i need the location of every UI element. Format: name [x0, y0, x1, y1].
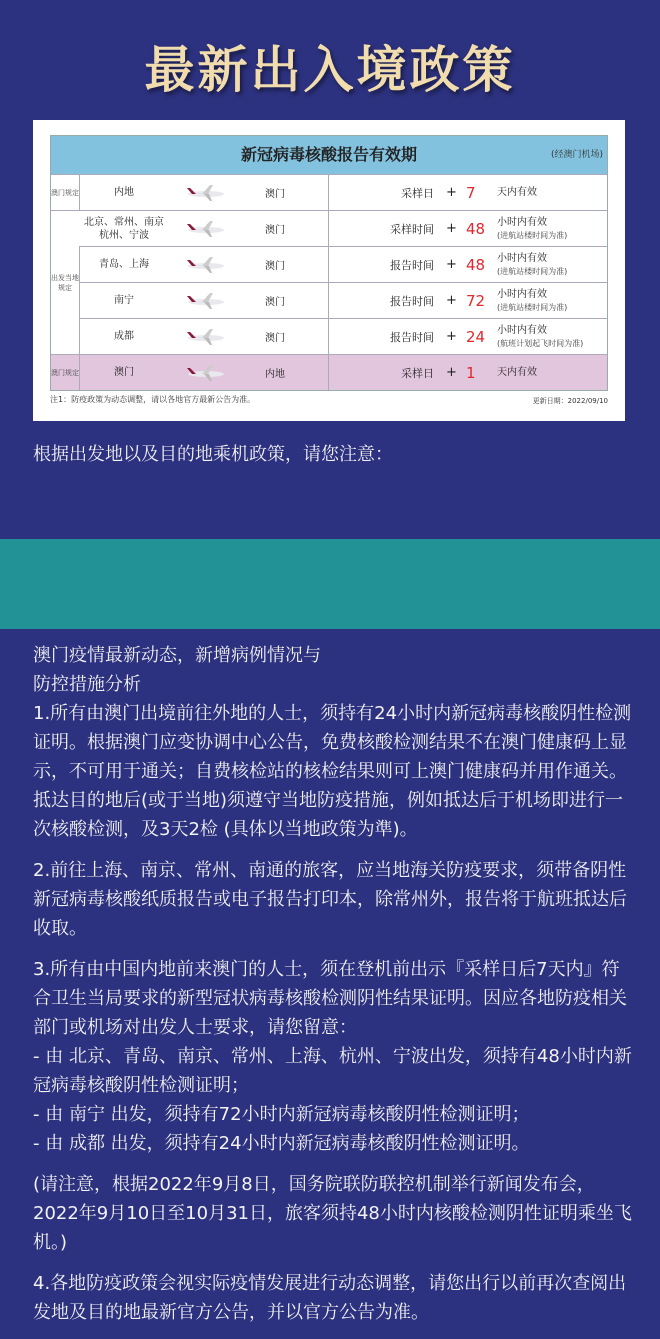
p3-item: - 由 南宁 出发，须持有72小时内新冠病毒核酸阴性检测证明； [33, 1104, 530, 1125]
validity-unit: 小时内有效 [497, 216, 547, 228]
route-cell [80, 355, 329, 390]
origin: 澳门 [114, 367, 134, 378]
plane-icon [184, 184, 226, 202]
validity-basis: (进航站楼时间为准) [497, 230, 568, 240]
table-row [51, 174, 607, 210]
basis-label: 报告时间 [390, 330, 434, 344]
origin: 内地 [114, 187, 134, 198]
plus-sign: + [446, 365, 457, 380]
table-note: 注1：防疫政策为动态调整，请以各地官方最新公告为准。 [50, 395, 256, 404]
plane-icon [184, 292, 226, 310]
table-row [51, 354, 607, 390]
update-date: 更新日期：2022/09/10 [532, 397, 608, 405]
p3-item: - 由 北京、青岛、南京、常州、上海、杭州、宁波出发，须持有48小时内新冠病毒核酸阴性检测证明； [33, 1046, 632, 1096]
route-cell [80, 211, 329, 246]
table-heading [51, 136, 607, 174]
origin: 南宁 [114, 295, 134, 306]
validity-basis: (进航站楼时间为准) [497, 266, 568, 276]
paragraph-4: 4.各地防疫政策会视实际疫情发展进行动态调整，请您出行以前再次查阅出发地及目的地最新官方公告，并以官方公告为准。 [33, 1273, 627, 1323]
paragraph-note: (请注意，根据2022年9月8日，国务院联防联控机制举行新闻发布会，2022年9月10日至10月31日，旅客须持48小时内核酸检测阴性证明乘坐飞机。) [33, 1174, 632, 1253]
intro: 根据出发地以及目的地乘机政策，请您注意： [33, 444, 393, 465]
plane-icon [184, 328, 226, 346]
destination: 澳门 [265, 261, 285, 272]
validity-number: 48 [466, 255, 486, 274]
table-row [51, 246, 607, 282]
origin: 成都 [114, 331, 134, 342]
paragraph-1: 1.所有由澳门出境前往外地的人士，须持有24小时内新冠病毒核酸阴性检测证明。根据澳门应变协调中心公告，免费核酸检测结果不在澳门健康码上显示，不可用于通关；自费核检站的核检结果则可上澳门健康码并用作通关。抵达目的地后(或于当地)须遵守当地防疫措施，例如抵达后于机场即进行一次核酸检测，及3天2检 (具体以当地政策为準)。 [33, 703, 632, 840]
table-row [51, 318, 607, 354]
validity-number: 48 [466, 219, 486, 238]
paragraph-2: 2.前往上海、南京、常州、南通的旅客，应当地海关防疫要求，须带备阴性新冠病毒核酸纸质报告或电子报告打印本，除常州外，报告将于航班抵达后收取。 [33, 860, 627, 939]
validity-number: 72 [466, 291, 486, 310]
validity-number: 24 [466, 327, 486, 346]
table-source: (经澳门机场) [550, 150, 603, 160]
paragraph-1-block [33, 481, 633, 629]
group-label: 出发当地规定 [51, 265, 80, 300]
validity-cell [329, 355, 607, 390]
basis-label: 采样日 [401, 366, 434, 380]
validity-desc [497, 211, 567, 246]
basis-label: 采样时间 [390, 222, 434, 236]
group-label [51, 318, 80, 354]
destination: 澳门 [265, 333, 285, 344]
destination: 澳门 [265, 297, 285, 308]
table-rows [51, 174, 607, 390]
validity-cell [329, 246, 607, 282]
validity-unit: 小时内有效 [497, 288, 547, 300]
origin: 北京、常州、南京 杭州、宁波 [84, 216, 164, 241]
basis-label: 采样日 [401, 186, 434, 200]
destination: 澳门 [265, 189, 285, 200]
validity-unit: 小时内有效 [497, 324, 547, 336]
validity-desc [497, 175, 537, 210]
validity-desc [497, 283, 567, 318]
plane-icon [184, 220, 226, 238]
plus-sign: + [446, 185, 457, 200]
article-body [33, 440, 633, 1339]
validity-cell [329, 282, 607, 318]
plus-sign: + [446, 221, 457, 236]
validity-basis: (进航站楼时间为准) [497, 302, 568, 312]
validity-table [50, 135, 608, 391]
validity-number: 7 [466, 183, 476, 202]
headline-line-1: 澳门疫情最新动态，新增病例情况与 [33, 645, 321, 666]
basis-label: 报告时间 [390, 258, 434, 272]
validity-cell [329, 175, 607, 210]
destination: 内地 [265, 369, 285, 380]
validity-unit: 天内有效 [497, 187, 537, 198]
plus-sign: + [446, 329, 457, 344]
table-row [51, 282, 607, 318]
destination: 澳门 [265, 225, 285, 236]
plus-sign: + [446, 293, 457, 308]
validity-unit: 天内有效 [497, 367, 537, 378]
validity-desc [497, 319, 583, 354]
validity-table-card [33, 120, 625, 421]
validity-basis: (航班计划起飞时间为准) [497, 338, 584, 348]
p3-item: - 由 成都 出发，须持有24小时内新冠病毒核酸阴性检测证明。 [33, 1133, 530, 1154]
validity-number: 1 [466, 363, 476, 382]
origin: 青岛、上海 [99, 259, 149, 270]
validity-unit: 小时内有效 [497, 252, 547, 264]
validity-cell [329, 211, 607, 246]
headline-line-2: 防控措施分析 [33, 674, 141, 695]
basis-label: 报告时间 [390, 294, 434, 308]
group-label: 澳门规定 [51, 355, 80, 390]
headline-overlay [0, 539, 660, 629]
route-cell [80, 246, 329, 282]
plane-icon [184, 364, 226, 382]
route-cell [80, 175, 329, 210]
group-label: 澳门规定 [51, 175, 80, 210]
table-title: 新冠病毒核酸报告有效期 [240, 145, 417, 164]
validity-cell [329, 318, 607, 354]
route-cell [80, 318, 329, 354]
plus-sign: + [446, 257, 457, 272]
validity-desc [497, 355, 537, 390]
route-cell [80, 282, 329, 318]
validity-desc [497, 247, 567, 282]
plane-icon [184, 256, 226, 274]
paragraph-3 [33, 955, 633, 1158]
p3-text: 3.所有由中国内地前来澳门的人士，须在登机前出示『采样日后7天内』符合卫生当局要求的新型冠状病毒核酸检测阴性结果证明。因应各地防疫相关部门或机场对出发人士要求，请您留意： [33, 959, 627, 1038]
page-title: 最新出入境政策 [144, 41, 516, 99]
